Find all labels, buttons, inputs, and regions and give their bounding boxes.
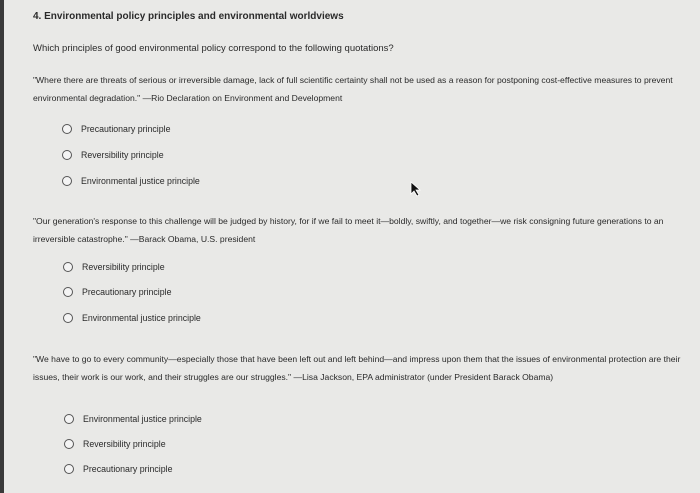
quote-2: "Our generation's response to this challenge will be judged by history, for if we fail to meet it—boldly, swiftly, and together—we risk consigning future generations to an irreversible catastrophe." —Barack Obama, U.S. president	[33, 216, 664, 244]
option-label: Precautionary principle	[81, 124, 171, 134]
question-prompt: Which principles of good environmental policy correspond to the following quotations?	[33, 43, 394, 54]
option-label: Precautionary principle	[83, 464, 173, 474]
option-label: Reversibility principle	[83, 439, 166, 449]
option-label: Environmental justice principle	[81, 176, 200, 186]
radio-button[interactable]	[64, 464, 74, 474]
radio-button[interactable]	[63, 313, 73, 323]
option-label: Environmental justice principle	[82, 313, 201, 323]
q2-option-2[interactable]	[63, 287, 171, 297]
radio-button[interactable]	[64, 414, 74, 424]
option-label: Reversibility principle	[81, 150, 164, 160]
q1-option-3[interactable]	[62, 176, 200, 186]
radio-button[interactable]	[64, 439, 74, 449]
screen-edge	[0, 0, 4, 493]
radio-button[interactable]	[62, 176, 72, 186]
option-label: Precautionary principle	[82, 287, 172, 297]
q2-option-3[interactable]	[63, 313, 201, 323]
radio-button[interactable]	[62, 150, 72, 160]
q1-option-2[interactable]	[62, 150, 164, 160]
quote-3: "We have to go to every community—especially those that have been left out and left behind—and impress upon them that the issues of environmental protection are their issues, their work is our work, and their struggles are our struggles." —Lisa Jackson, EPA administrator (under President Barack Obama)	[33, 354, 681, 382]
q1-option-1[interactable]	[62, 124, 170, 134]
q3-option-3[interactable]	[64, 464, 172, 474]
q3-option-1[interactable]	[64, 414, 202, 424]
option-label: Reversibility principle	[82, 262, 165, 272]
q3-option-2[interactable]	[64, 439, 166, 449]
radio-button[interactable]	[62, 124, 72, 134]
radio-button[interactable]	[63, 262, 73, 272]
question-title: 4. Environmental policy principles and environmental worldviews	[33, 11, 344, 22]
radio-button[interactable]	[63, 287, 73, 297]
mouse-cursor-icon	[410, 181, 422, 197]
q2-option-1[interactable]	[63, 262, 165, 272]
option-label: Environmental justice principle	[83, 414, 202, 424]
quote-1: "Where there are threats of serious or irreversible damage, lack of full scientific certainty shall not be used as a reason for postponing cost-effective measures to prevent environmental degradation." —Rio Declaration on Environment and Development	[33, 75, 673, 103]
